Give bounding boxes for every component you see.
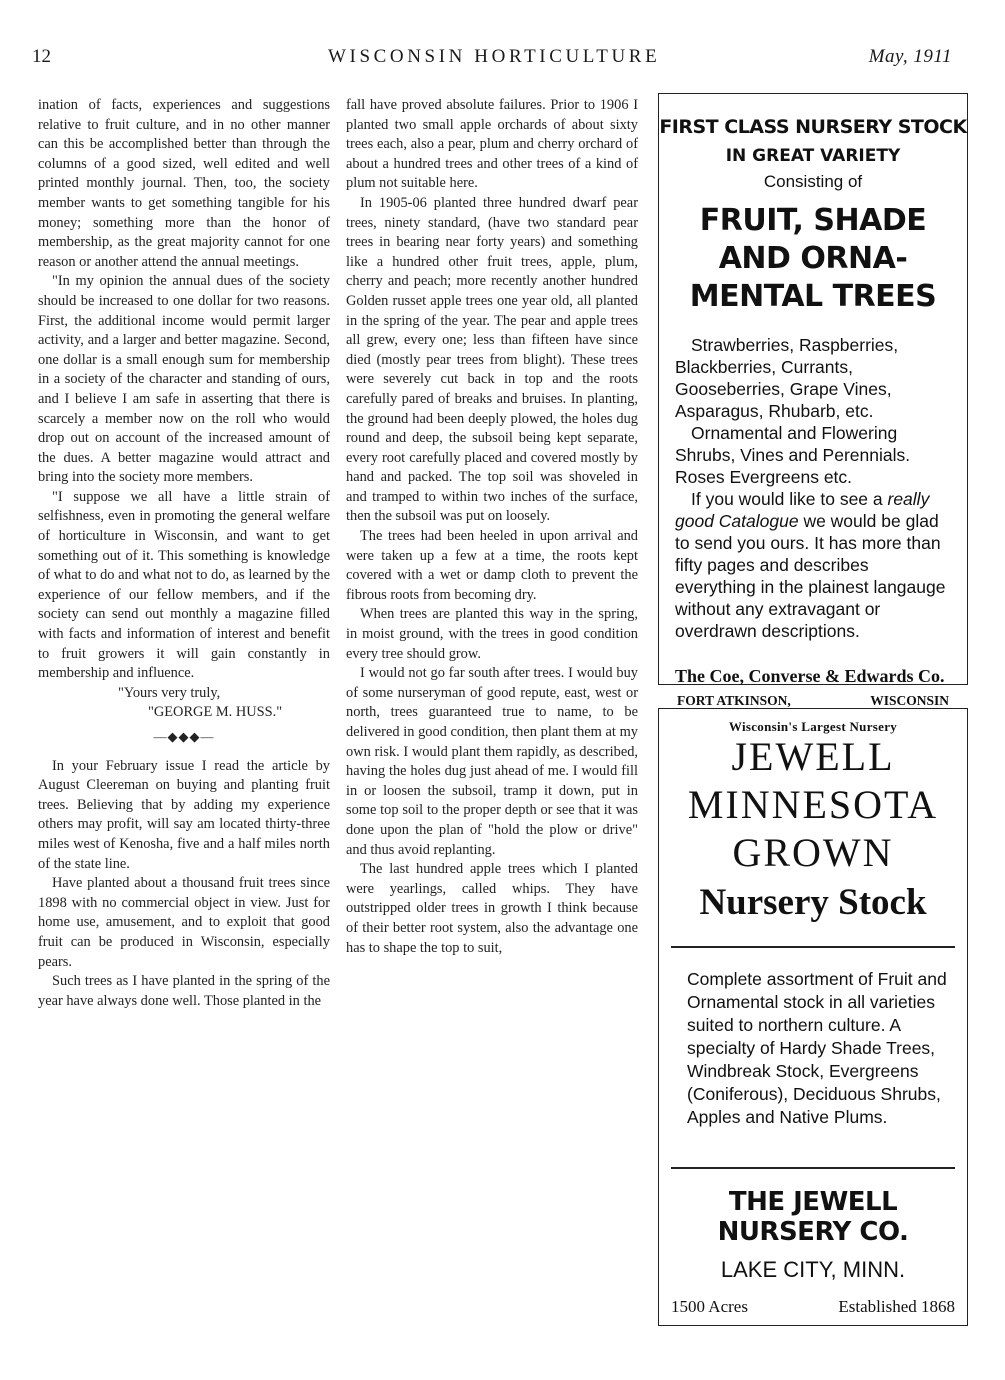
- ad-city: LAKE CITY, MINN.: [720, 1257, 906, 1282]
- ad-consisting: Consisting of: [763, 172, 863, 191]
- ad-text: we would be glad to send you ours. It has more than fifty pages and describes everything in the plainest langauge without any extravagant or overdrawn descriptions.: [675, 511, 946, 641]
- ad-description: Complete assortment of Fruit and Ornamental stock in all varieties suited to northern culture. A specialty of Hardy Shade Trees, Windbreak Stock, Evergreens (Coniferous), Deciduous Shrubs, Apples and Native Plums.: [687, 969, 947, 1127]
- ad-title-line-1: JEWELL: [731, 734, 895, 779]
- magazine-title: WISCONSIN HORTICULTURE: [328, 46, 661, 67]
- ad-big-line-1: FRUIT, SHADE AND ORNA-: [699, 203, 927, 276]
- ad-company: THE JEWELL NURSERY CO.: [717, 1187, 909, 1247]
- ad-footer: [659, 1297, 967, 1319]
- ad-paragraph: [675, 488, 953, 642]
- divider: [671, 946, 955, 948]
- paragraph: fall have proved absolute failures. Prior to 1906 I planted two small apple orchards of about sixty trees each, also a pear, plum and cherry orchard of about a hundred trees and other trees of a kind of plum not suitable here.: [346, 97, 638, 192]
- ad-text: If you would like to see a: [691, 489, 888, 509]
- paragraph: "In my opinion the annual dues of the society should be increased to one dollar for two reasons. First, the additional income would permit larger activity, and a larger and better magazine. Second, one dollar is a small enough sum for membership in a society of the character and standing of ours, and I believe I am safe in asserting that there is scarcely a member now on the roll who would drop out on account of the increased amount of the dues. A better magazine would attract and bring into the society more members.: [38, 273, 330, 486]
- ad-paragraph: Strawberries, Raspberries, Blackberries, Currants, Gooseberries, Grape Vines, Asparagus, Rhubarb, etc.: [675, 335, 899, 421]
- ad-title-line-2: MINNESOTA: [687, 782, 939, 827]
- ad-paragraph: Ornamental and Flowering Shrubs, Vines and Perennials. Roses Evergreens etc.: [675, 423, 911, 487]
- paragraph: The trees had been heeled in upon arrival and were taken up a few at a time, the roots kept covered with a wet or damp cloth to prevent the fibrous roots from becoming dry.: [346, 528, 638, 603]
- paragraph: I would not go far south after trees. I would buy of some nurseryman of good repute, east, west or north, trees guaranteed true to name, to be delivered in good condition, then plant them at my own risk. I would plant them rapidly, as described, having the holes dug just ahead of me. I would fill in or loosen the subsoil, tramp it down, put in some top soil to the proper depth or see that it was done upon the plan of "hold the plow or drive" and thus avoid replanting.: [346, 665, 638, 858]
- section-ornament: —◆◆◆—: [153, 729, 215, 744]
- paragraph: "I suppose we all have a little strain of selfishness, even in promoting the general welfare of horticulture in Wisconsin, and want to get something out of it. This something is knowledge of what to do and what not to do, as learned by the experience of our fellow members, and if the society can send out monthly a magazine filled with facts and information of interest and benefit to fruit growers it will gain constantly in membership and influence.: [38, 488, 330, 682]
- paragraph: The last hundred apple trees which I planted were yearlings, called whips. They have outstripped older trees in growth I think because of their better root system, also the advantage one has to shape the top to suit,: [346, 861, 638, 956]
- paragraph: When trees are planted this way in the spring, in moist ground, with the trees in good condition every tree should grow.: [346, 606, 638, 662]
- ad-emphasis: really good Catalogue: [675, 489, 930, 531]
- letter-signoff: "Yours very truly,: [118, 684, 221, 701]
- ad-headline: FIRST CLASS NURSERY STOCK: [659, 116, 967, 138]
- issue-date: May, 1911: [868, 46, 952, 67]
- paragraph: Such trees as I have planted in the spring of the year have always done well. Those planted in the: [38, 973, 330, 1009]
- paragraph: In 1905-06 planted three hundred dwarf pear trees, ninety standard, (have two standard pear trees in bearing near forty years) and something like a hundred other fruit trees, apple, plum, cherry and peach; more recently another hundred Golden russet apple trees one year old, all planted in the spring of the year. The pear and apple trees all grew, every one; less than fifteen have since died (mostly pear trees from blight). These trees were severely cut back in top and the roots carefully pared of breaks and bruises. In planting, the ground had been deeply plowed, the holes dug round and deep, the subsoil being kept separate, every root carefully placed and covered mostly by hand and packed. The top soil was shoveled in and tramped to within two inches of the surface, then the subsoil was put on loosely.: [346, 194, 638, 525]
- jewell-nursery-advertisement: [658, 708, 968, 1326]
- ad-tagline: Wisconsin's Largest Nursery: [728, 719, 898, 734]
- ad-subheadline: IN GREAT VARIETY: [725, 146, 901, 166]
- paragraph: ination of facts, experiences and suggestions relative to fruit culture, and in no other manner can this be accomplished better than through the columns of a good sized, well edited and well printed monthly journal. Then, too, the society member wants to get something tangible for his money; something more than the honor of membership, as the great majority cannot for one reason or another attend the annual meetings.: [38, 97, 330, 270]
- article-column-2: [346, 96, 638, 958]
- ad-title-line-3: GROWN: [732, 830, 894, 875]
- ad-city: FORT ATKINSON,: [677, 693, 791, 708]
- ad-company: The Coe, Converse & Edwards Co.: [675, 666, 945, 686]
- letter-signature: "GEORGE M. HUSS.": [148, 704, 283, 721]
- page-header: [32, 46, 952, 78]
- divider: [671, 1167, 955, 1169]
- ad-established: Established 1868: [838, 1297, 955, 1316]
- ad-title-line-4: Nursery Stock: [699, 882, 927, 923]
- ad-state: WISCONSIN: [870, 693, 949, 708]
- article-column-1: [38, 96, 330, 1011]
- paragraph: Have planted about a thousand fruit trees since 1898 with no commercial object in view. Just for home use, amusement, and to exploit that good fruit can be produced in Wisconsin, especially pears.: [38, 875, 330, 970]
- ad-body: [659, 334, 967, 642]
- page-number: 12: [32, 46, 51, 67]
- coe-nursery-advertisement: [658, 93, 968, 734]
- ad-big-line-2: MENTAL TREES: [689, 279, 937, 314]
- ad-acres: 1500 Acres: [671, 1297, 748, 1316]
- paragraph: In your February issue I read the article by August Cleereman on buying and planting fruit trees. Believing that by adding my experience others may profit, will say am located thirty-three miles west of Kenosha, five and a half miles north of the state line.: [38, 757, 330, 872]
